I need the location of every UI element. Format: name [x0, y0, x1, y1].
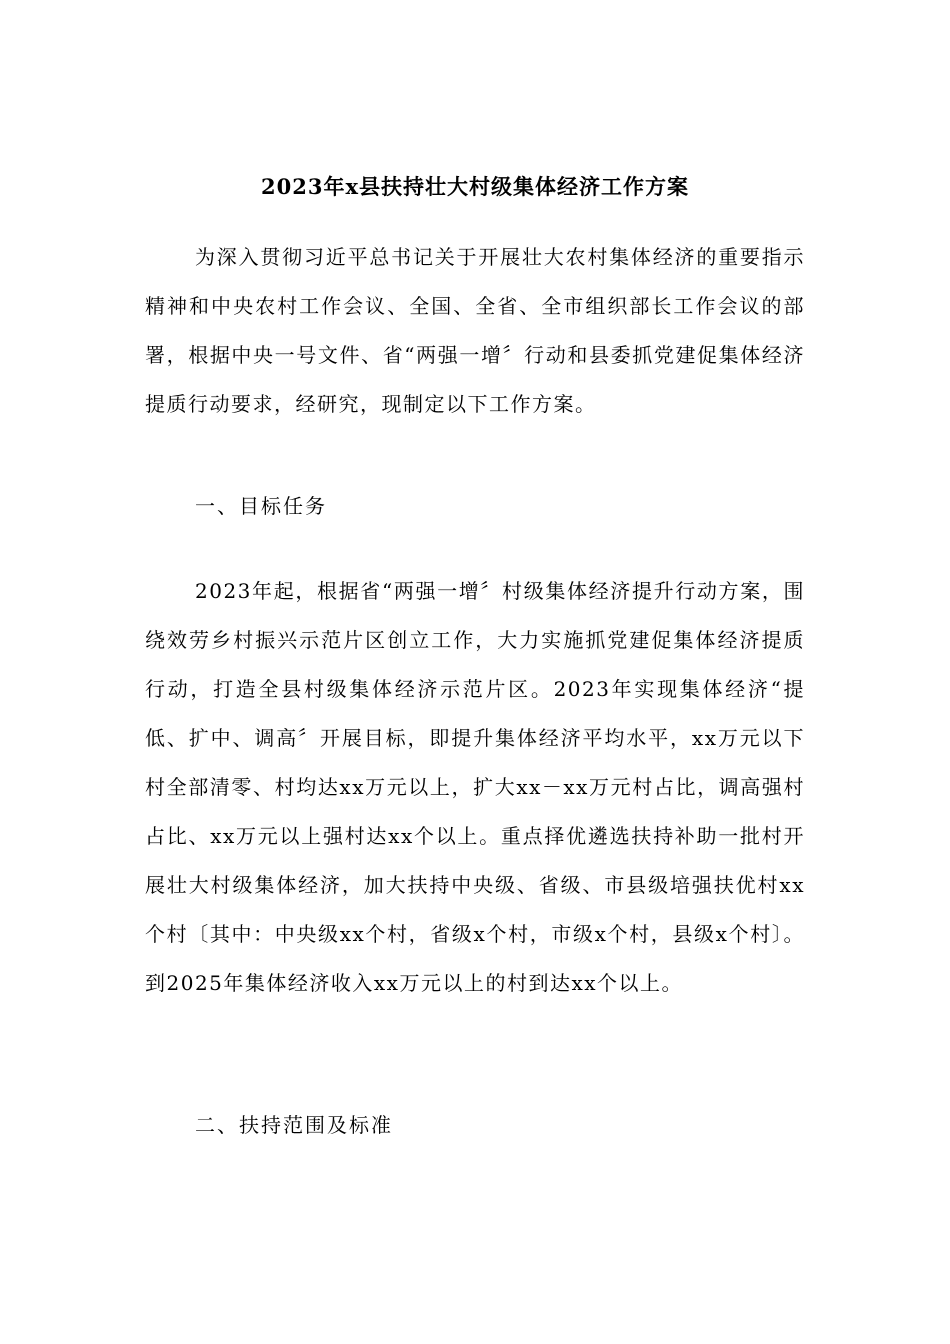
section-heading-scope: 二、扶持范围及标准 — [195, 1113, 393, 1137]
section-body-targets: 2023年起，根据省“两强一增〞村级集体经济提升行动方案，围绕效劳乡村振兴示范片区创立工作，大力实施抓党建促集体经济提质行动，打造全县村级集体经济示范片区。2023年实现集体经济“提低、扩中、调高〞开展目标，即提升集体经济平均水平，xx万元以下村全部清零、村均达xx万元以上，扩大xx－xx万元村占比，调高强村占比、xx万元以上强村达xx个以上。重点择优遴选扶持补助一批村开展壮大村级集体经济，加大扶持中央级、省级、市县级培强扶优村xx个村〔其中：中央级xx个村，省级x个村，市级x个村，县级x个村〕。到2025年集体经济收入xx万元以上的村到达xx个以上。 — [145, 579, 805, 995]
section-heading-targets: 一、目标任务 — [195, 494, 327, 518]
document-title: 2023年x县扶持壮大村级集体经济工作方案 — [261, 174, 689, 199]
intro-paragraph: 为深入贯彻习近平总书记关于开展壮大农村集体经济的重要指示精神和中央农村工作会议、全国、全省、全市组织部长工作会议的部署，根据中央一号文件、省“两强一增〞行动和县委抓党建促集体经济提质行动要求，经研究，现制定以下工作方案。 — [145, 245, 805, 416]
